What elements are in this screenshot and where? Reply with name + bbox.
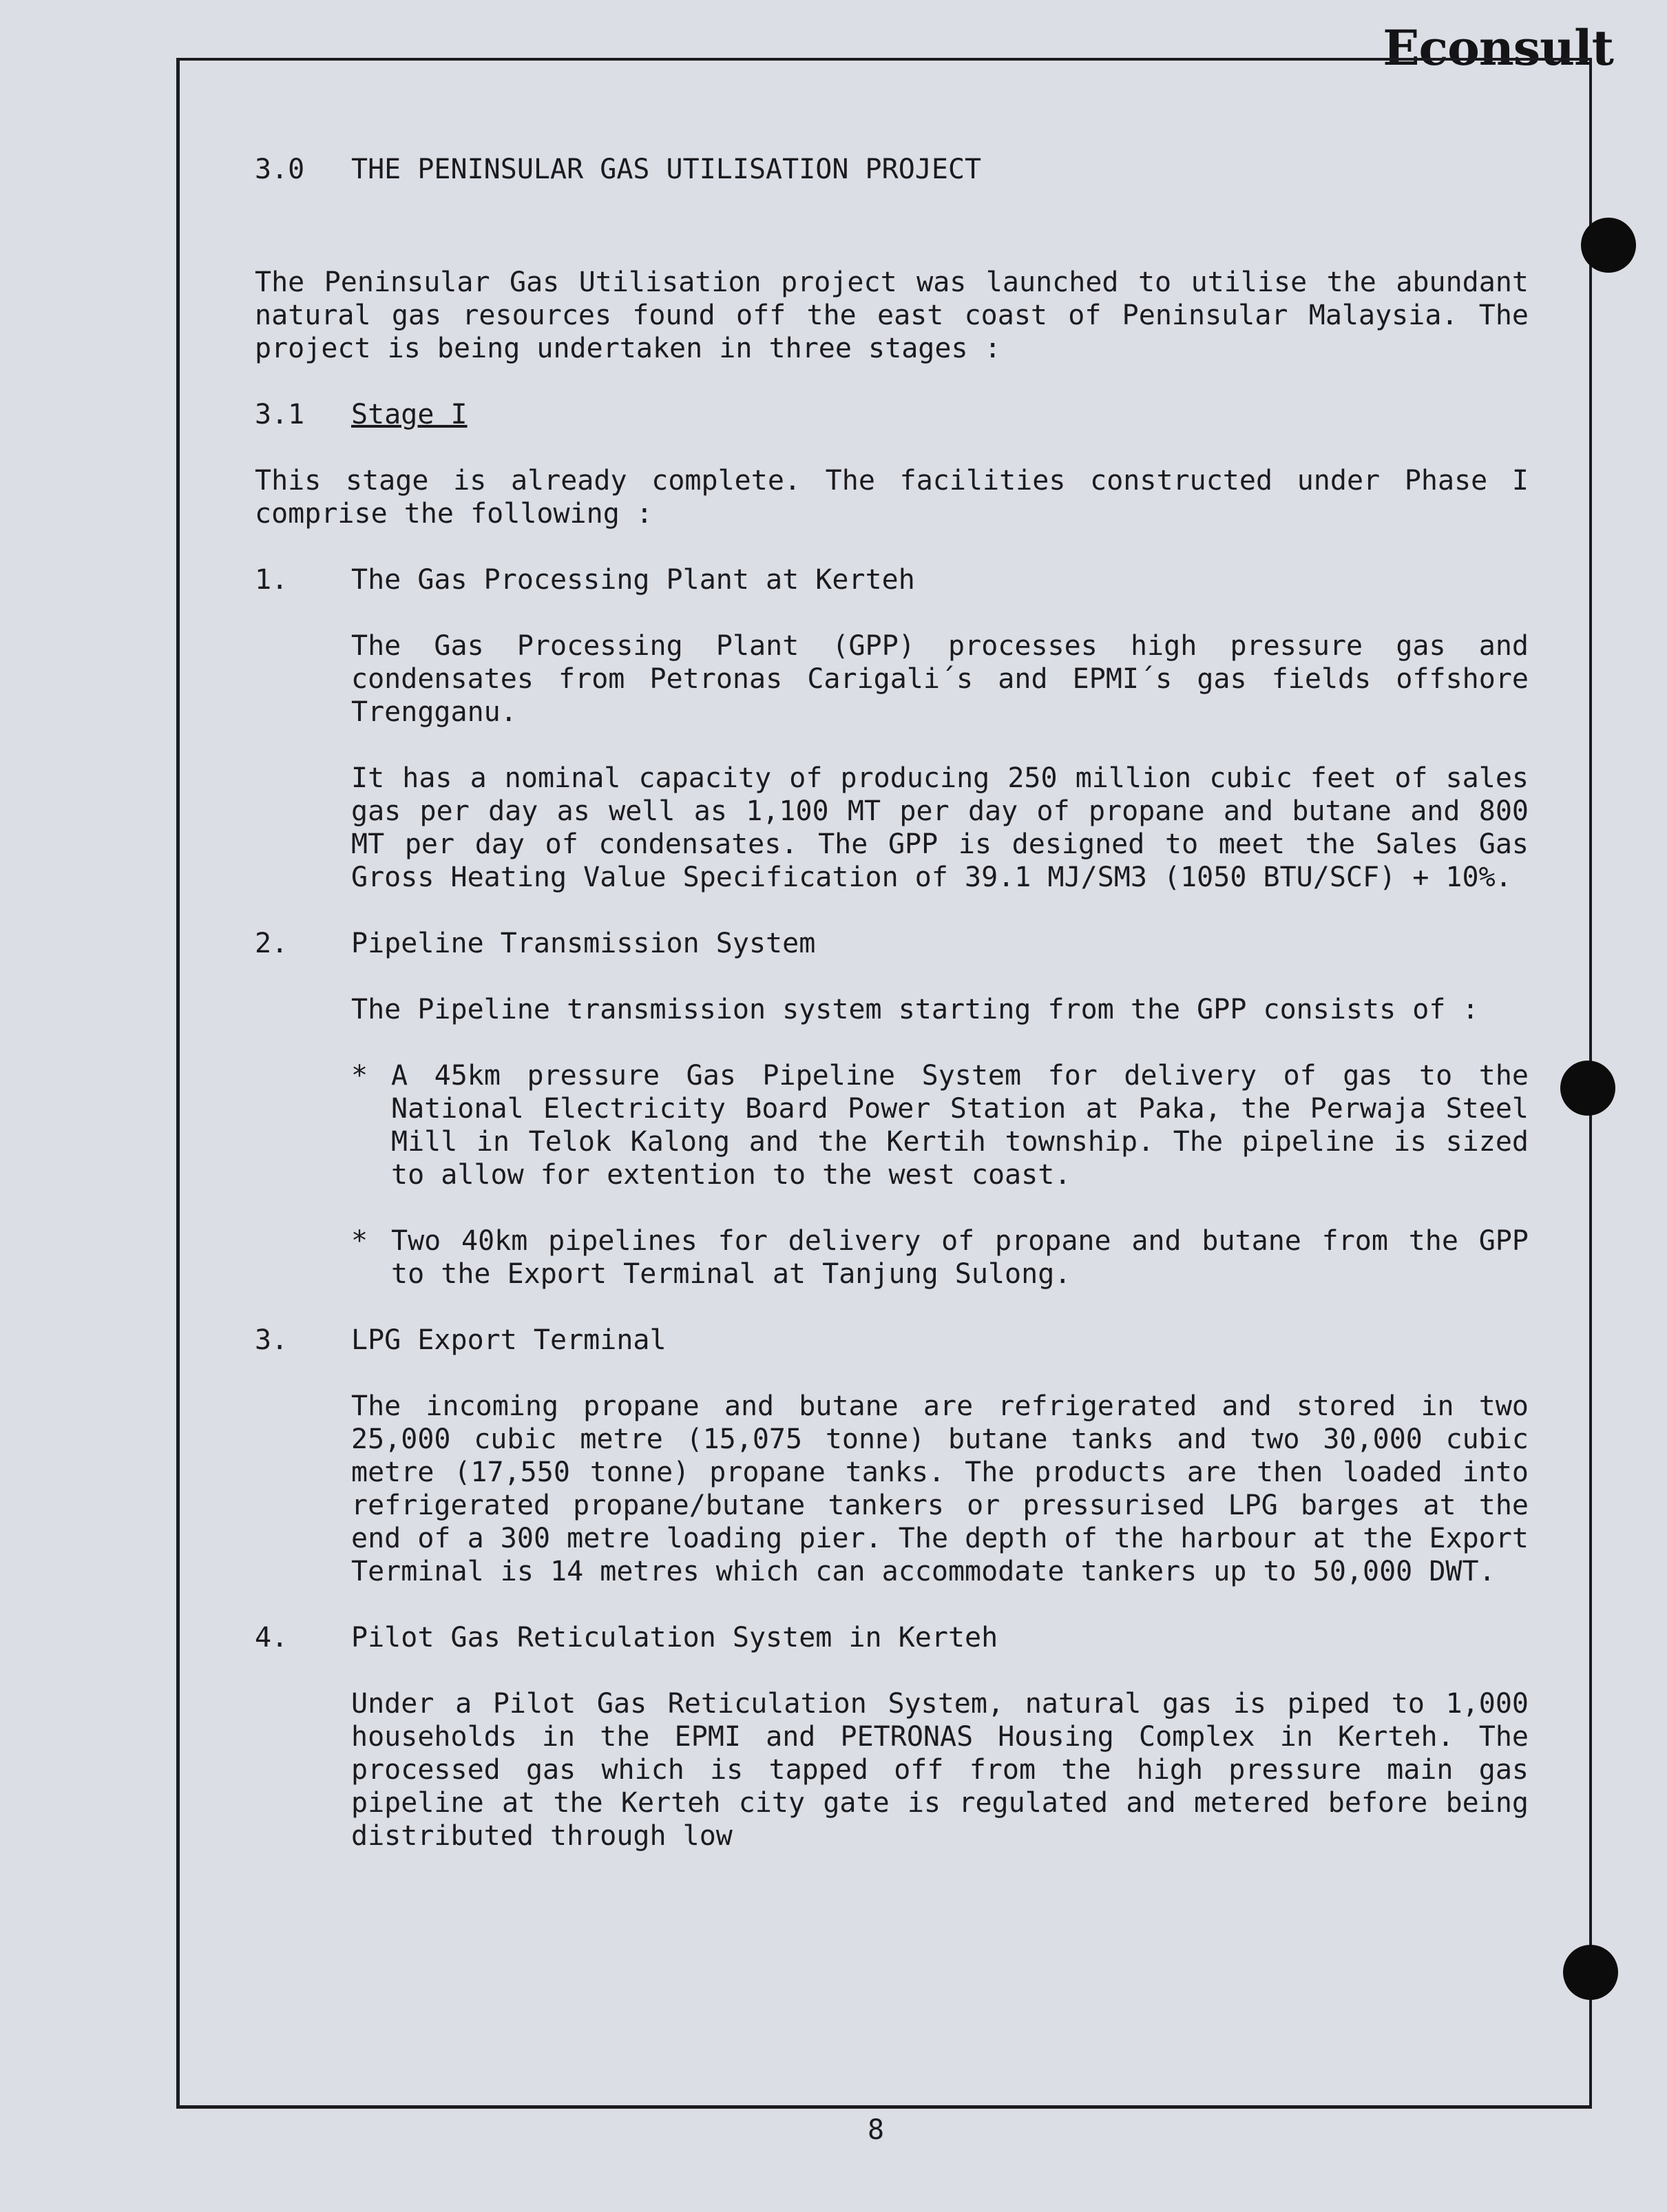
- item-title: Pipeline Transmission System: [351, 928, 816, 959]
- asterisk-icon: *: [351, 1060, 368, 1092]
- document-body: [255, 153, 1529, 1886]
- item-title: Pilot Gas Reticulation System in Kerteh: [351, 1622, 998, 1653]
- subsection-heading: [255, 398, 1529, 431]
- item-number: 3.: [255, 1324, 289, 1356]
- bullet-item: [351, 1224, 1529, 1291]
- item-number: 4.: [255, 1622, 289, 1653]
- asterisk-icon: *: [351, 1225, 368, 1257]
- list-item-heading: [255, 1324, 1529, 1357]
- binder-hole-middle: [1560, 1061, 1615, 1116]
- section-intro: The Peninsular Gas Utilisation project was launched to utilise the abundant natural gas resources found off the east coast of Peninsular Malaysia. The project is being undertaken in three stages :: [255, 267, 1529, 364]
- bullet-text: A 45km pressure Gas Pipeline System for delivery of gas to the National Electricity Board Power Station at Paka, the Perwaja Steel Mill in Telok Kalong and the Kertih township. The pipeline is sized to allow for extention to the west coast.: [391, 1060, 1529, 1191]
- subsection-number: 3.1: [255, 399, 305, 430]
- item-paragraph: The incoming propane and butane are refrigerated and stored in two 25,000 cubic metre (15,075 tonne) butane tanks and two 30,000 cubic metre (17,550 tonne) propane tanks. The products are then loaded into refrigerated propane/butane tankers or pressurised LPG barges at the end of a 300 metre loading pier. The depth of the harbour at the Export Terminal is 14 metres which can accommodate tankers up to 50,000 DWT.: [351, 1390, 1529, 1587]
- bullet-text: Two 40km pipelines for delivery of propane and butane from the GPP to the Export Terminal at Tanjung Sulong.: [391, 1225, 1529, 1290]
- item-title: LPG Export Terminal: [351, 1324, 667, 1356]
- binder-hole-bottom: [1563, 1945, 1618, 2000]
- list-item-heading: [255, 563, 1529, 596]
- item-paragraph: Under a Pilot Gas Reticulation System, natural gas is piped to 1,000 households in the EPMI and PETRONAS Housing Complex in Kerteh. The processed gas which is tapped off from the high pressure main gas pipeline at the Kerteh city gate is regulated and metered before being distributed through low: [351, 1688, 1529, 1852]
- brand-logo: Econsult: [1383, 19, 1613, 76]
- item-title: The Gas Processing Plant at Kerteh: [351, 564, 915, 596]
- item-paragraph: The Pipeline transmission system starting from the GPP consists of :: [351, 994, 1479, 1025]
- bullet-item: [351, 1059, 1529, 1191]
- subsection-title: Stage I: [351, 399, 468, 430]
- binder-hole-top: [1581, 218, 1636, 273]
- list-item-heading: [255, 927, 1529, 960]
- item-paragraph: The Gas Processing Plant (GPP) processes high pressure gas and condensates from Petronas Carigali´s and EPMI´s gas fields offshore Trengganu.: [351, 630, 1529, 728]
- item-paragraph: It has a nominal capacity of producing 250 million cubic feet of sales gas per day as well as 1,100 MT per day of propane and butane and 800 MT per day of condensates. The GPP is designed to meet the Sales Gas Gross Heating Value Specification of 39.1 MJ/SM3 (1050 BTU/SCF) + 10%.: [351, 762, 1529, 893]
- list-item-heading: [255, 1621, 1529, 1654]
- page-number: 8: [868, 2114, 885, 2146]
- item-number: 2.: [255, 928, 289, 959]
- section-number: 3.0: [255, 154, 305, 185]
- item-number: 1.: [255, 564, 289, 596]
- section-heading: [255, 153, 1529, 186]
- section-title: THE PENINSULAR GAS UTILISATION PROJECT: [351, 154, 982, 185]
- subsection-intro: This stage is already complete. The facilities constructed under Phase I comprise the following :: [255, 465, 1529, 530]
